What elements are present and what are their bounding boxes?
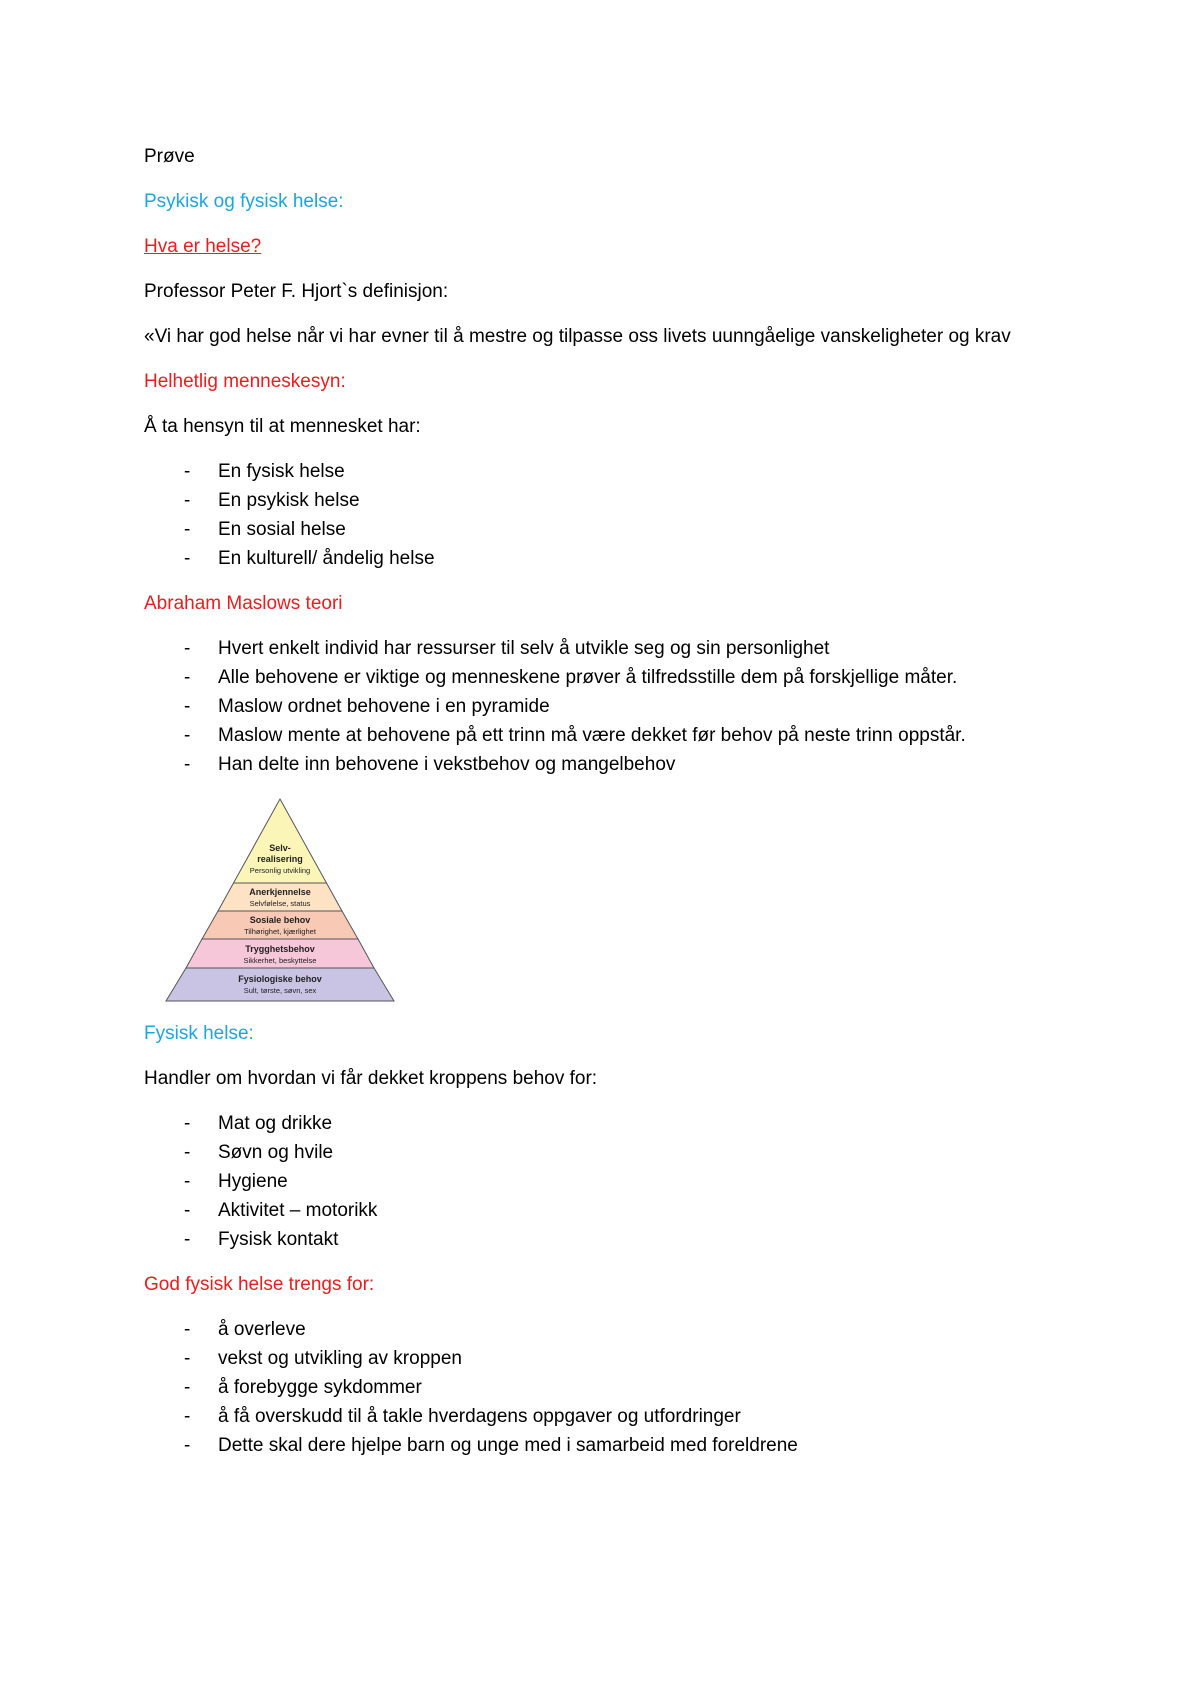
list-item: - Alle behovene er viktige og menneskene prøver å tilfredsstille dem på forskjellige måter. <box>144 663 1044 692</box>
good-physical-health-heading: God fysisk helse trengs for: <box>144 1274 375 1295</box>
pyramid-label-self-title-2: realisering <box>257 854 303 864</box>
maslow-list <box>144 634 1044 779</box>
holistic-list <box>144 457 1044 573</box>
pyramid-level-physiological <box>166 968 394 1001</box>
list-item: - Mat og drikke <box>144 1109 1044 1138</box>
list-item: - å forebygge sykdommer <box>144 1373 1044 1402</box>
pyramid-label-safety-subtitle: Sikkerhet, beskyttelse <box>243 956 317 965</box>
list-item: - å få overskudd til å takle hverdagens oppgaver og utfordringer <box>144 1402 1044 1431</box>
pyramid-label-self-subtitle: Personlig utvikling <box>249 866 311 875</box>
list-item: - Aktivitet – motorikk <box>144 1196 1044 1225</box>
list-item: - En fysisk helse <box>144 457 1044 486</box>
list-item: - Hvert enkelt individ har ressurser til selv å utvikle seg og sin personlighet <box>144 634 1044 663</box>
list-item: - Fysisk kontakt <box>144 1225 1044 1254</box>
list-item: - å overleve <box>144 1315 1044 1344</box>
pyramid-label-self-title-1: Selv- <box>269 843 291 853</box>
maslow-heading: Abraham Maslows teori <box>144 593 343 614</box>
pyramid-label-esteem-title: Anerkjennelse <box>249 887 311 897</box>
maslow-pyramid-figure <box>160 795 400 1005</box>
document-body <box>144 142 1044 1476</box>
definition-intro: Professor Peter F. Hjort`s definisjon: <box>144 281 449 302</box>
list-item: - vekst og utvikling av kroppen <box>144 1344 1044 1373</box>
list-item: - Han delte inn behovene i vekstbehov og mangelbehov <box>144 750 1044 779</box>
pyramid-label-physiological-subtitle: Sult, tørste, søvn, sex <box>243 986 317 995</box>
definition-quote: «Vi har god helse når vi har evner til å mestre og tilpasse oss livets uunngåelige vanskeligheter og krav <box>144 326 1011 347</box>
physical-health-heading: Fysisk helse: <box>144 1023 254 1044</box>
list-item: - En kulturell/ åndelig helse <box>144 544 1044 573</box>
physical-needs-list <box>144 1109 1044 1254</box>
list-item: - En psykisk helse <box>144 486 1044 515</box>
holistic-intro: Å ta hensyn til at mennesket har: <box>144 416 421 437</box>
good-physical-health-list <box>144 1315 1044 1460</box>
list-item: - Maslow ordnet behovene i en pyramide <box>144 692 1044 721</box>
pyramid-label-social-title: Sosiale behov <box>249 915 311 925</box>
pyramid-label-safety-title: Trygghetsbehov <box>245 944 315 954</box>
pyramid-label-social-subtitle: Tilhørighet, kjærlighet <box>244 927 316 936</box>
document-title: Prøve <box>144 146 195 167</box>
pyramid-label-physiological-title: Fysiologiske behov <box>238 974 322 984</box>
list-item: - Søvn og hvile <box>144 1138 1044 1167</box>
list-item: - Hygiene <box>144 1167 1044 1196</box>
pyramid-label-esteem-subtitle: Selvfølelse, status <box>249 899 311 908</box>
subheading-what-is-health[interactable]: Hva er helse? <box>144 236 262 257</box>
list-item: - En sosial helse <box>144 515 1044 544</box>
list-item: - Maslow mente at behovene på ett trinn må være dekket før behov på neste trinn oppstår. <box>144 721 1044 750</box>
maslow-pyramid <box>160 795 400 1005</box>
physical-health-intro: Handler om hvordan vi får dekket kroppens behov for: <box>144 1068 598 1089</box>
section-heading-psychical-physical: Psykisk og fysisk helse: <box>144 191 344 212</box>
list-item: - Dette skal dere hjelpe barn og unge med i samarbeid med foreldrene <box>144 1431 1044 1460</box>
holistic-heading: Helhetlig menneskesyn: <box>144 371 346 392</box>
